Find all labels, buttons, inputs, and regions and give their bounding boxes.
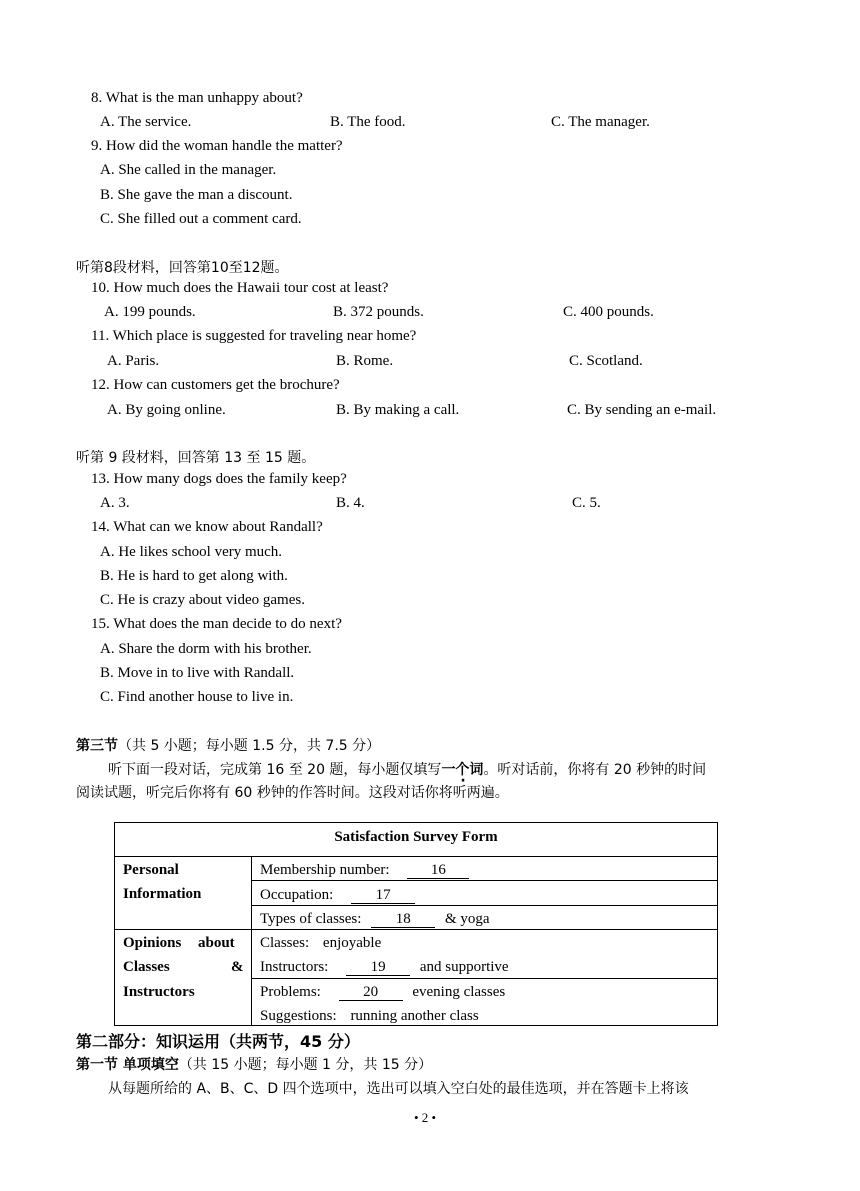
- q13-option-b: B. 4.: [336, 495, 365, 511]
- section-note: （共 15 小题；每小题 1 分，共 15 分）: [178, 1057, 433, 1073]
- section-title: 第一节 单项填空: [76, 1057, 179, 1073]
- part-3-title: 第三节: [76, 738, 118, 754]
- field-label: Occupation:: [260, 887, 334, 903]
- question-11: 11. Which place is suggested for traveling near home?: [91, 328, 417, 344]
- q13-option-a: A. 3.: [100, 495, 130, 511]
- q9-option-a: A. She called in the manager.: [100, 162, 277, 178]
- instructors-row: [260, 958, 509, 976]
- field-suffix: & yoga: [444, 911, 490, 927]
- part-3-instruction-line-1: [108, 759, 706, 779]
- q14-option-a: A. He likes school very much.: [100, 544, 283, 560]
- question-9: 9. How did the woman handle the matter?: [91, 138, 343, 154]
- q9-option-b: B. She gave the man a discount.: [100, 187, 293, 203]
- q9-option-c: C. She filled out a comment card.: [100, 211, 302, 227]
- field-value: enjoyable: [322, 935, 382, 951]
- table-divider: [252, 905, 718, 906]
- q11-option-c: C. Scotland.: [569, 353, 643, 369]
- personal-info-label: Information: [123, 886, 202, 902]
- classes-row: [260, 934, 381, 952]
- field-label: Membership number:: [260, 862, 390, 878]
- q10-option-b: B. 372 pounds.: [333, 304, 424, 320]
- q14-option-b: B. He is hard to get along with.: [100, 568, 288, 584]
- membership-row: [260, 861, 469, 879]
- q12-option-b: B. By making a call.: [336, 402, 460, 418]
- q11-option-a: A. Paris.: [107, 353, 160, 369]
- q11-option-b: B. Rome.: [336, 353, 394, 369]
- opinions-label: Classes: [123, 959, 170, 975]
- blank-20[interactable]: 20: [339, 984, 403, 1001]
- field-label: Problems:: [260, 984, 321, 1000]
- q14-option-c: C. He is crazy about video games.: [100, 592, 305, 608]
- q15-option-c: C. Find another house to live in.: [100, 689, 294, 705]
- suggestions-row: [260, 1007, 479, 1025]
- q8-option-c: C. The manager.: [551, 114, 650, 130]
- field-label: Instructors:: [260, 959, 329, 975]
- opinions-label: Opinions: [123, 935, 182, 951]
- q12-option-a: A. By going online.: [107, 402, 226, 418]
- table-divider: [252, 880, 718, 881]
- q8-option-a: A. The service.: [100, 114, 192, 130]
- field-suffix: evening classes: [412, 984, 506, 1000]
- occupation-row: [260, 886, 415, 904]
- blank-19[interactable]: 19: [346, 959, 410, 976]
- question-14: 14. What can we know about Randall?: [91, 519, 323, 535]
- section-9-intro: 听第 9 段材料，回答第 13 至 15 题。: [76, 450, 316, 466]
- table-divider: [251, 856, 252, 1026]
- field-suffix: and supportive: [419, 959, 509, 975]
- field-label: Suggestions:: [260, 1008, 337, 1024]
- opinions-label: about: [198, 935, 235, 951]
- part-2-section-1-instruction: 从每题所给的 A、B、C、D 四个选项中，选出可以填入空白处的最佳选项，并在答题卡上将该: [108, 1081, 689, 1097]
- q12-option-c: C. By sending an e-mail.: [567, 402, 717, 418]
- personal-info-label: Personal: [123, 862, 179, 878]
- part-3-instruction-line-2: 阅读试题，听完后你将有 60 秒钟的作答时间。这段对话你将听两遍。: [76, 785, 509, 801]
- q15-option-b: B. Move in to live with Randall.: [100, 665, 295, 681]
- instruction-emphasis: 一个词: [441, 762, 484, 778]
- survey-title: Satisfaction Survey Form: [115, 823, 717, 857]
- blank-18[interactable]: 18: [371, 911, 435, 928]
- field-label: Classes:: [260, 935, 310, 951]
- survey-form-table: [114, 822, 718, 1026]
- part-2-heading: 第二部分：知识运用（共两节，45 分）: [76, 1032, 360, 1051]
- q10-option-c: C. 400 pounds.: [563, 304, 654, 320]
- table-divider: [252, 978, 718, 979]
- q15-option-a: A. Share the dorm with his brother.: [100, 641, 312, 657]
- question-10: 10. How much does the Hawaii tour cost at least?: [91, 280, 389, 296]
- opinions-label: &: [231, 959, 244, 975]
- page-number: • 2 •: [414, 1110, 437, 1125]
- blank-16[interactable]: 16: [407, 862, 469, 879]
- part-3-heading: [76, 735, 380, 755]
- problems-row: [260, 983, 505, 1001]
- instruction-text: 。听对话前，你将有 20 秒钟的时间: [483, 762, 707, 778]
- question-8: 8. What is the man unhappy about?: [91, 90, 303, 106]
- q8-option-b: B. The food.: [330, 114, 406, 130]
- instruction-text: 听下面一段对话，完成第 16 至 20 题，每小题仅填写: [108, 762, 442, 778]
- question-15: 15. What does the man decide to do next?: [91, 616, 342, 632]
- question-13: 13. How many dogs does the family keep?: [91, 471, 347, 487]
- part-3-note: （共 5 小题；每小题 1.5 分，共 7.5 分）: [118, 738, 381, 754]
- q13-option-c: C. 5.: [572, 495, 601, 511]
- part-2-section-1-heading: [76, 1054, 432, 1074]
- field-label: Types of classes:: [260, 911, 362, 927]
- field-value: running another class: [350, 1008, 479, 1024]
- table-divider: [115, 929, 718, 930]
- blank-17[interactable]: 17: [351, 887, 415, 904]
- opinions-label: Instructors: [123, 984, 195, 1000]
- section-8-intro: 听第8段材料，回答第10至12题。: [76, 260, 289, 276]
- question-12: 12. How can customers get the brochure?: [91, 377, 340, 393]
- types-row: [260, 910, 490, 928]
- q10-option-a: A. 199 pounds.: [104, 304, 196, 320]
